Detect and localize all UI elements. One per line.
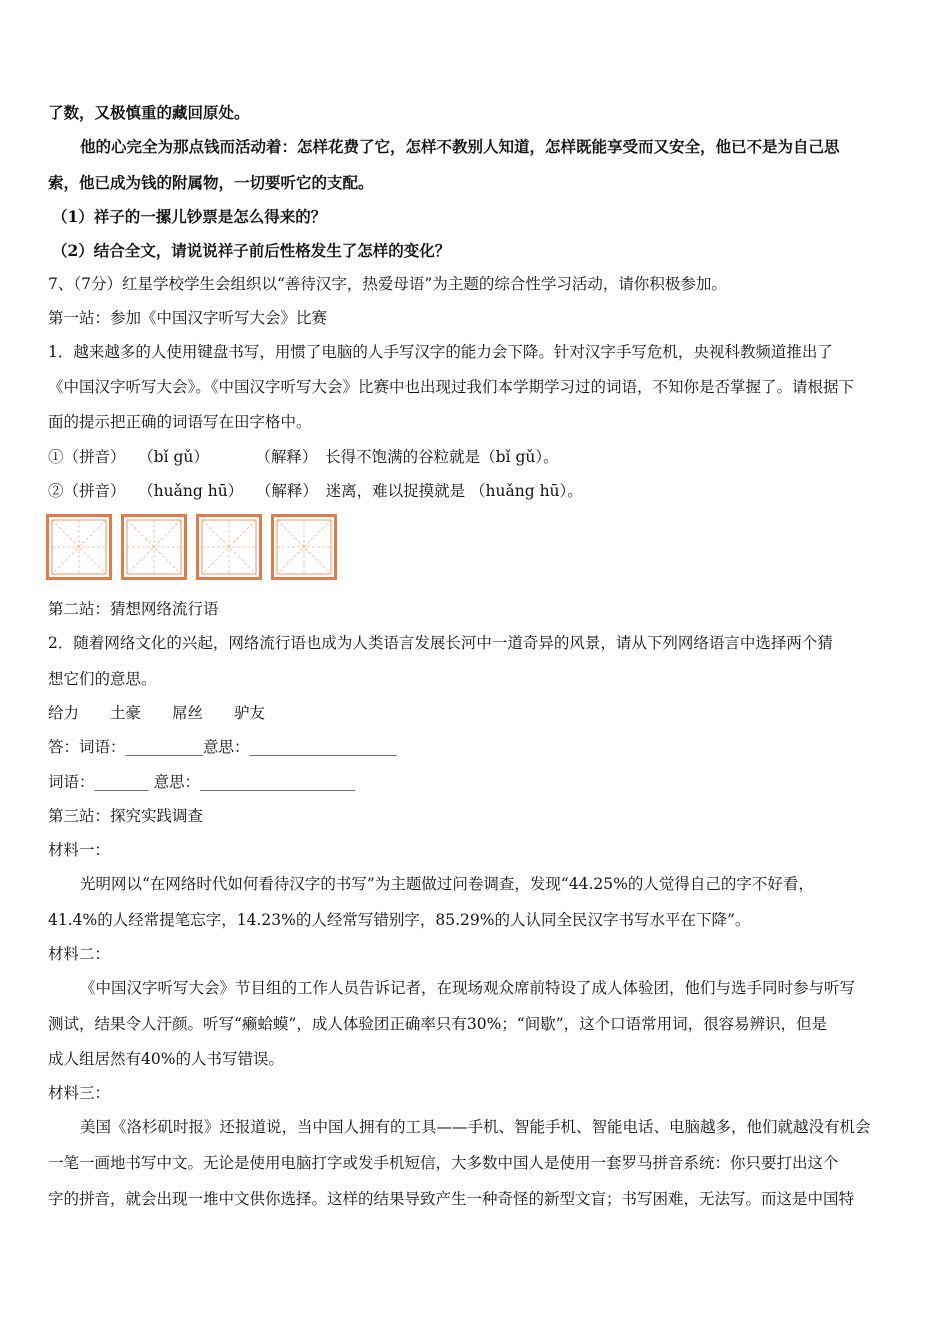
tianzige-box[interactable] (196, 514, 262, 580)
item-1: ①（拼音） （bǐ gǔ） （解释） 长得不饱满的谷粒就是（bǐ gǔ）。 (48, 448, 559, 466)
passage-line: 索，他已成为钱的附属物，一切要听它的支配。 (48, 173, 374, 192)
paragraph-line: 字的拼音，就会出现一堆中文供你选择。这样的结果导致产生一种奇怪的新型文盲；书写困难，无法写。而这是中国特 (48, 1190, 855, 1208)
tianzige-box[interactable] (46, 514, 112, 580)
answer-line-2[interactable]: 词语：_______ 意思：____________________ (48, 773, 356, 791)
answer-line-1[interactable]: 答：词语：__________意思：___________________ (48, 738, 397, 756)
paragraph-line: 41.4%的人经常提笔忘字，14.23%的人经常写错别字，85.29%的人认同全民汉字书写水平在下降”。 (48, 911, 751, 929)
station-2-title: 第二站：猜想网络流行语 (48, 600, 219, 618)
paragraph-line: 美国《洛杉矶时报》还报道说，当中国人拥有的工具——手机、智能手机、智能电话、电脑越多，他们就越没有机会 (80, 1118, 871, 1136)
question-2: （2）结合全文，请说说祥子前后性格发生了怎样的变化？ (52, 241, 451, 260)
station-3-title: 第三站：探究实践调查 (48, 807, 204, 825)
paragraph-line: 一笔一画地书写中文。无论是使用电脑打字或发手机短信，大多数中国人是使用一套罗马拼音系统：你只要打出这个 (48, 1154, 839, 1172)
paragraph-line: 面的提示把正确的词语写在田字格中。 (48, 413, 312, 431)
passage-line: 了数，又极慎重的藏回原处。 (48, 103, 250, 122)
word-list: 给力 土豪 屌丝 驴友 (48, 704, 266, 722)
material-3-label: 材料三： (48, 1084, 111, 1102)
paragraph-line: 《中国汉字听写大会》节目组的工作人员告诉记者，在现场观众席前特设了成人体验团，他们与选手同时参与听写 (80, 979, 856, 997)
paragraph-line: 2．随着网络文化的兴起，网络流行语也成为人类语言发展长河中一道奇异的风景，请从下列网络语言中选择两个猜 (48, 634, 833, 652)
item-2: ②（拼音） （huǎng hū） （解释） 迷离，难以捉摸就是 （huǎng hū）。 (48, 482, 583, 500)
paragraph-line: 想它们的意思。 (48, 670, 157, 688)
paragraph-line: 光明网以“在网络时代如何看待汉字的书写”为主题做过问卷调查，发现“44.25%的人觉得自己的字不好看， (80, 875, 814, 893)
material-2-label: 材料二： (48, 945, 111, 963)
paragraph-line: 测试，结果令人汗颜。听写“癞蛤蟆”，成人体验团正确率只有30%；“间歇”，这个口语常用词，很容易辨识，但是 (48, 1015, 828, 1033)
question-1: （1）祥子的一摞儿钞票是怎么得来的？ (52, 207, 327, 226)
station-1-title: 第一站：参加《中国汉字听写大会》比赛 (48, 309, 328, 327)
q7-intro: 7、（7分）红星学校学生会组织以“善待汉字，热爱母语”为主题的综合性学习活动，请你积极参加。 (48, 275, 727, 293)
paragraph-line: 《中国汉字听写大会》。《中国汉字听写大会》比赛中也出现过我们本学期学习过的词语，不知你是否掌握了。请根据下 (48, 378, 855, 396)
material-1-label: 材料一： (48, 841, 111, 859)
passage-line: 他的心完全为那点钱而活动着：怎样花费了它，怎样不教别人知道，怎样既能享受而又安全，他已不是为自己思 (80, 137, 840, 156)
paragraph-line: 1．越来越多的人使用键盘书写，用惯了电脑的人手写汉字的能力会下降。针对汉字手写危机，央视科教频道推出了 (48, 343, 833, 361)
paragraph-line: 成人组居然有40%的人书写错误。 (48, 1050, 284, 1068)
tianzige-box[interactable] (271, 514, 337, 580)
tianzige-box[interactable] (121, 514, 187, 580)
